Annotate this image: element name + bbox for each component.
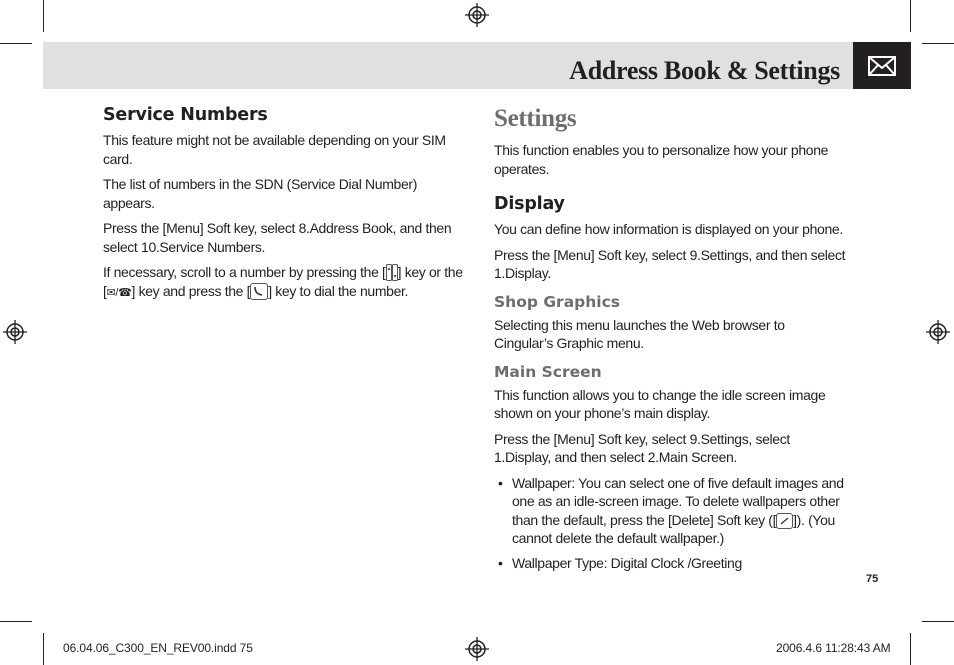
- list-item: [498, 474, 852, 548]
- paragraph: The list of numbers in the SDN (Service Dial Number) appears.: [103, 176, 418, 211]
- paragraph: Press the [Menu] Soft key, select 9.Settings, and then select 1.Display.: [494, 246, 846, 281]
- paragraph: Selecting this menu launches the Web browser to Cingular’s Graphic menu.: [494, 316, 785, 351]
- navigation-key-icon: [386, 264, 398, 281]
- text-span: ] key to dial the number.: [268, 282, 409, 299]
- footer-file-info: 06.04.06_C300_EN_REV00.indd 75: [63, 641, 253, 655]
- message-phonebook-key-icon: ✉/☎: [106, 286, 132, 299]
- crop-mark: [43, 633, 44, 665]
- section-title-settings: Settings: [494, 105, 577, 132]
- text-span: If necessary, scroll to a number by pressing the [: [103, 264, 386, 280]
- header-icon-box: [853, 42, 911, 89]
- left-column: [103, 105, 463, 309]
- page-header-title: Address Book & Settings: [569, 56, 840, 85]
- bullet-list: [494, 474, 859, 573]
- section-heading-service-numbers: Service Numbers: [103, 105, 268, 125]
- scroll-instruction: [103, 263, 463, 302]
- crop-mark: [922, 43, 954, 44]
- subheading-main-screen: Main Screen: [494, 362, 602, 381]
- registration-mark-icon: [465, 3, 489, 27]
- crop-mark: [910, 0, 911, 32]
- crop-mark: [922, 621, 954, 622]
- footer-timestamp: 2006.4.6 11:28:43 AM: [776, 641, 891, 655]
- paragraph: Press the [Menu] Soft key, select 8.Address Book, and then select 10.Service Numbers.: [103, 220, 452, 255]
- crop-mark: [910, 633, 911, 665]
- paragraph: This feature might not be available depending on your SIM card.: [103, 132, 446, 167]
- text-span: ] key or the [: [103, 264, 463, 299]
- section-heading-display: Display: [494, 194, 565, 214]
- registration-mark-icon: [926, 320, 950, 344]
- page-number: 75: [866, 573, 879, 585]
- crop-mark: [43, 0, 44, 32]
- paragraph: This function enables you to personalize how your phone operates.: [494, 142, 829, 177]
- text-span: Wallpaper: You can select one of five default images and one as an idle-screen image. To delete wallpapers other than the default, press the [Delete] Soft key ([: [512, 474, 844, 528]
- list-item: • Wallpaper Type: Digital Clock /Greeting: [498, 554, 859, 573]
- right-column: [494, 105, 859, 578]
- send-key-icon: [250, 283, 268, 300]
- crop-mark: [0, 621, 32, 622]
- paragraph: You can define how information is displayed on your phone.: [494, 221, 843, 237]
- crop-mark: [0, 43, 32, 44]
- registration-mark-icon: [465, 637, 489, 661]
- registration-mark-icon: [3, 320, 27, 344]
- envelope-icon: [853, 42, 911, 89]
- text-span: ]). (You cannot delete the default wallpaper.): [512, 511, 835, 546]
- paragraph: Press the [Menu] Soft key, select 9.Settings, select 1.Display, and then select 2.Main Screen.: [494, 430, 790, 465]
- soft-key-icon: [776, 513, 793, 529]
- text-span: ] key and press the [: [131, 282, 251, 299]
- subheading-shop-graphics: Shop Graphics: [494, 292, 621, 311]
- paragraph: This function allows you to change the idle screen image shown on your phone’s main display.: [494, 386, 826, 421]
